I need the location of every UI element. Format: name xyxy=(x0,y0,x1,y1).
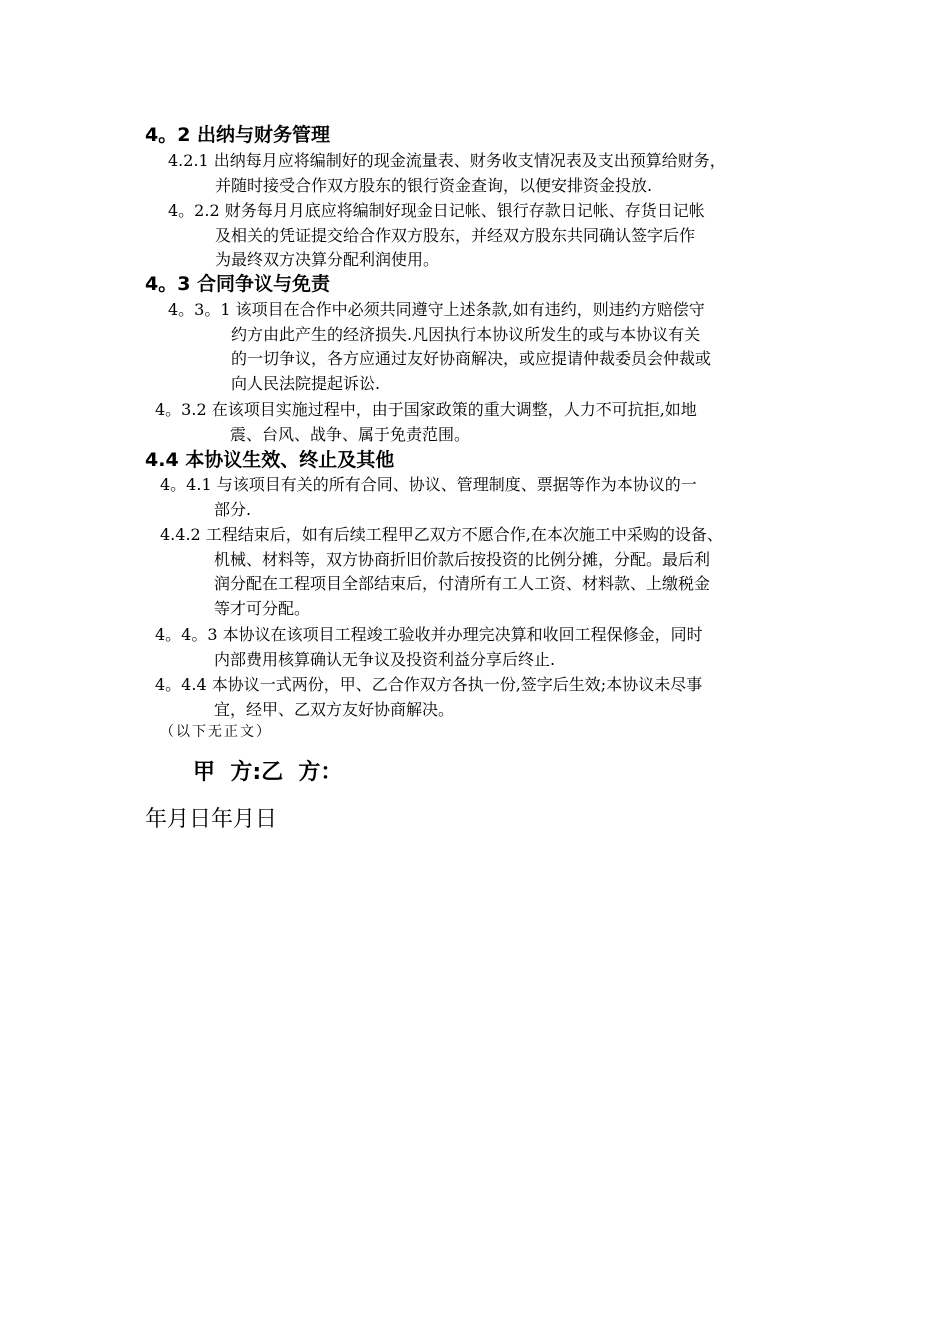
clause-line: 4.4.2 工程结束后，如有后续工程甲乙双方不愿合作,在本次施工中采购的设备、 xyxy=(160,525,723,544)
date-line: 年月日年月日 xyxy=(145,807,278,832)
clause-line: 部分. xyxy=(214,499,252,519)
clause-line: 4。4。3 本协议在该项目工程竣工验收并办理完决算和收回工程保修金，同时 xyxy=(155,625,703,644)
clause-line: 润分配在工程项目全部结束后，付清所有工人工资、材料款、上缴税金 xyxy=(214,574,711,593)
clause-line: 的一切争议，各方应通过友好协商解决，或应提请仲裁委员会仲裁或 xyxy=(231,349,712,368)
clause-line: 并随时接受合作双方股东的银行资金查询，以便安排资金投放. xyxy=(215,175,653,195)
clause-line: 震、台风、战争、属于免责范围。 xyxy=(230,424,471,444)
clause-line: 内部费用核算确认无争议及投资利益分享后终止. xyxy=(214,649,556,669)
clause-line: 机械、材料等，双方协商折旧价款后按投资的比例分摊，分配。最后利 xyxy=(214,549,711,569)
clause-line: 宜，经甲、乙双方友好协商解决。 xyxy=(214,699,455,719)
section-heading-4-4: 4.4 本协议生效、终止及其他 xyxy=(145,449,395,471)
clause-4-4-4 xyxy=(155,673,702,722)
section-heading-4-2: 4。2 出纳与财务管理 xyxy=(145,124,331,146)
clause-4-2-2 xyxy=(168,199,705,273)
clause-line: 4.2.1 出纳每月应将编制好的现金流量表、财务收支情况表及支出预算给财务， xyxy=(168,151,726,170)
clause-4-3-1 xyxy=(168,298,711,396)
clause-4-3-2 xyxy=(155,398,697,447)
section-heading-4-3: 4。3 合同争议与免责 xyxy=(145,273,331,295)
clause-line: 4。4.4 本协议一式两份，甲、乙合作双方各执一份,签字后生效;本协议未尽事 xyxy=(155,675,703,694)
clause-line: 4。4.1 与该项目有关的所有合同、协议、管理制度、票据等作为本协议的一 xyxy=(160,475,697,494)
clause-line: 及相关的凭证提交给合作双方股东，并经双方股东共同确认签字后作 xyxy=(215,225,696,245)
clause-line: 约方由此产生的经济损失.凡因执行本协议所发生的或与本协议有关 xyxy=(231,324,701,344)
clause-line: 4。3.2 在该项目实施过程中，由于国家政策的重大调整，人力不可抗拒,如地 xyxy=(155,400,697,419)
signature-line: 甲 方:乙 方： xyxy=(193,760,343,785)
clause-line: 向人民法院提起诉讼. xyxy=(231,373,381,393)
end-of-text-note: （以下无正文） xyxy=(160,724,272,740)
clause-4-4-1 xyxy=(160,473,697,522)
clause-line: 等才可分配。 xyxy=(214,598,311,618)
clause-line: 4。2.2 财务每月月底应将编制好现金日记帐、银行存款日记帐、存货日记帐 xyxy=(168,201,705,220)
clause-4-2-1 xyxy=(168,149,726,198)
clause-line: 4。3。1 该项目在合作中必须共同遵守上述条款,如有违约，则违约方赔偿守 xyxy=(168,300,705,319)
clause-4-4-2 xyxy=(160,523,723,621)
clause-4-4-3 xyxy=(155,623,703,672)
clause-line: 为最终双方决算分配利润使用。 xyxy=(215,250,440,269)
